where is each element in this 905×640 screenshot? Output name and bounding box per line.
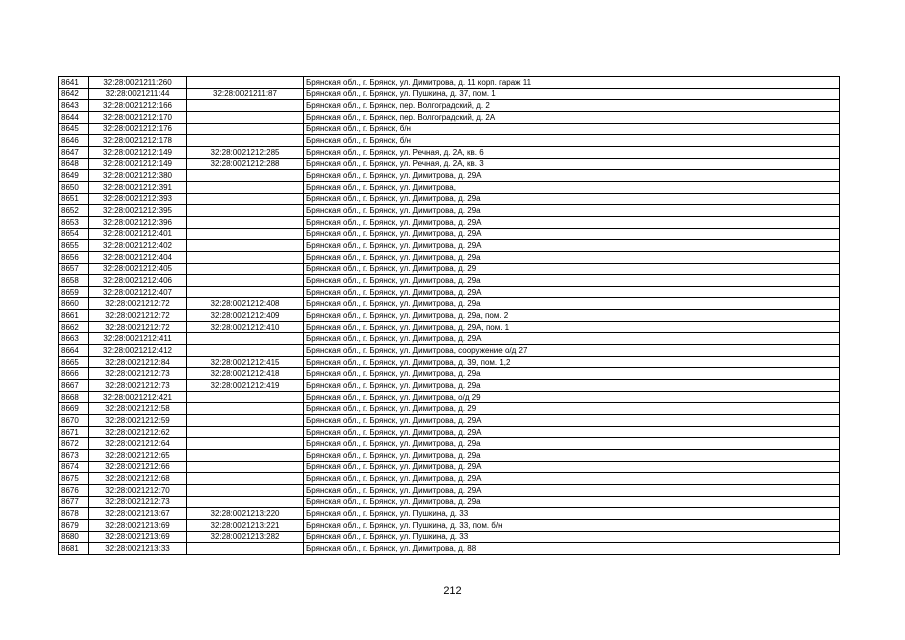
related-cadastral-number-cell: 32:28:0021213:282 bbox=[187, 531, 304, 543]
table-row bbox=[59, 228, 840, 240]
related-cadastral-number-cell bbox=[187, 123, 304, 135]
table-row bbox=[59, 356, 840, 368]
related-cadastral-number-cell bbox=[187, 438, 304, 450]
row-number-cell: 8679 bbox=[59, 519, 89, 531]
cadastral-number-cell: 32:28:0021212:73 bbox=[89, 496, 187, 508]
cadastral-number-cell: 32:28:0021212:72 bbox=[89, 321, 187, 333]
cadastral-number-cell: 32:28:0021212:393 bbox=[89, 193, 187, 205]
address-cell: Брянская обл., г. Брянск, пер. Волгоградский, д. 2 bbox=[304, 100, 840, 112]
address-cell: Брянская обл., г. Брянск, ул. Димитрова, д. 88 bbox=[304, 543, 840, 555]
cadastral-number-cell: 32:28:0021212:421 bbox=[89, 391, 187, 403]
row-number-cell: 8674 bbox=[59, 461, 89, 473]
related-cadastral-number-cell bbox=[187, 450, 304, 462]
row-number-cell: 8663 bbox=[59, 333, 89, 345]
cadastral-number-cell: 32:28:0021212:406 bbox=[89, 275, 187, 287]
address-cell: Брянская обл., г. Брянск, ул. Димитрова, д. 29А, пом. 1 bbox=[304, 321, 840, 333]
cadastral-number-cell: 32:28:0021212:64 bbox=[89, 438, 187, 450]
row-number-cell: 8677 bbox=[59, 496, 89, 508]
registry-table-body bbox=[59, 77, 840, 555]
table-row bbox=[59, 135, 840, 147]
row-number-cell: 8656 bbox=[59, 251, 89, 263]
table-row bbox=[59, 543, 840, 555]
registry-table bbox=[58, 76, 840, 555]
address-cell: Брянская обл., г. Брянск, ул. Димитрова, д. 29А bbox=[304, 473, 840, 485]
related-cadastral-number-cell bbox=[187, 496, 304, 508]
cadastral-number-cell: 32:28:0021212:65 bbox=[89, 450, 187, 462]
related-cadastral-number-cell bbox=[187, 100, 304, 112]
related-cadastral-number-cell bbox=[187, 111, 304, 123]
row-number-cell: 8666 bbox=[59, 368, 89, 380]
table-row bbox=[59, 484, 840, 496]
cadastral-number-cell: 32:28:0021212:149 bbox=[89, 158, 187, 170]
table-row bbox=[59, 158, 840, 170]
address-cell: Брянская обл., г. Брянск, ул. Димитрова, д. 29а, пом. 2 bbox=[304, 310, 840, 322]
row-number-cell: 8668 bbox=[59, 391, 89, 403]
address-cell: Брянская обл., г. Брянск, ул. Димитрова, д. 29А bbox=[304, 484, 840, 496]
table-row bbox=[59, 391, 840, 403]
cadastral-number-cell: 32:28:0021212:401 bbox=[89, 228, 187, 240]
address-cell: Брянская обл., г. Брянск, б/н bbox=[304, 135, 840, 147]
row-number-cell: 8672 bbox=[59, 438, 89, 450]
table-row bbox=[59, 193, 840, 205]
related-cadastral-number-cell bbox=[187, 240, 304, 252]
cadastral-number-cell: 32:28:0021212:59 bbox=[89, 415, 187, 427]
address-cell: Брянская обл., г. Брянск, ул. Димитрова, сооружение о/д 27 bbox=[304, 345, 840, 357]
address-cell: Брянская обл., г. Брянск, ул. Димитрова, д. 29а bbox=[304, 193, 840, 205]
cadastral-number-cell: 32:28:0021212:72 bbox=[89, 298, 187, 310]
row-number-cell: 8653 bbox=[59, 216, 89, 228]
cadastral-number-cell: 32:28:0021212:178 bbox=[89, 135, 187, 147]
related-cadastral-number-cell: 32:28:0021211:87 bbox=[187, 88, 304, 100]
cadastral-number-cell: 32:28:0021212:84 bbox=[89, 356, 187, 368]
row-number-cell: 8664 bbox=[59, 345, 89, 357]
table-row bbox=[59, 321, 840, 333]
table-row bbox=[59, 298, 840, 310]
table-row bbox=[59, 531, 840, 543]
related-cadastral-number-cell bbox=[187, 403, 304, 415]
related-cadastral-number-cell bbox=[187, 205, 304, 217]
cadastral-number-cell: 32:28:0021211:260 bbox=[89, 77, 187, 89]
table-row bbox=[59, 77, 840, 89]
table-row bbox=[59, 216, 840, 228]
related-cadastral-number-cell bbox=[187, 228, 304, 240]
related-cadastral-number-cell bbox=[187, 484, 304, 496]
cadastral-number-cell: 32:28:0021212:391 bbox=[89, 181, 187, 193]
table-row bbox=[59, 286, 840, 298]
related-cadastral-number-cell bbox=[187, 275, 304, 287]
address-cell: Брянская обл., г. Брянск, ул. Димитрова, д. 29А bbox=[304, 426, 840, 438]
row-number-cell: 8658 bbox=[59, 275, 89, 287]
row-number-cell: 8675 bbox=[59, 473, 89, 485]
row-number-cell: 8665 bbox=[59, 356, 89, 368]
address-cell: Брянская обл., г. Брянск, ул. Речная, д. 2А, кв. 3 bbox=[304, 158, 840, 170]
table-row bbox=[59, 450, 840, 462]
address-cell: Брянская обл., г. Брянск, ул. Димитрова, д. 29А bbox=[304, 240, 840, 252]
row-number-cell: 8680 bbox=[59, 531, 89, 543]
row-number-cell: 8659 bbox=[59, 286, 89, 298]
cadastral-number-cell: 32:28:0021212:407 bbox=[89, 286, 187, 298]
related-cadastral-number-cell bbox=[187, 263, 304, 275]
related-cadastral-number-cell: 32:28:0021212:285 bbox=[187, 146, 304, 158]
cadastral-number-cell: 32:28:0021212:395 bbox=[89, 205, 187, 217]
cadastral-number-cell: 32:28:0021212:405 bbox=[89, 263, 187, 275]
row-number-cell: 8644 bbox=[59, 111, 89, 123]
address-cell: Брянская обл., г. Брянск, ул. Димитрова, д. 29А bbox=[304, 228, 840, 240]
cadastral-number-cell: 32:28:0021211:44 bbox=[89, 88, 187, 100]
table-row bbox=[59, 426, 840, 438]
table-row bbox=[59, 345, 840, 357]
address-cell: Брянская обл., г. Брянск, ул. Димитрова, д. 29а bbox=[304, 275, 840, 287]
table-row bbox=[59, 508, 840, 520]
table-row bbox=[59, 275, 840, 287]
cadastral-number-cell: 32:28:0021212:380 bbox=[89, 170, 187, 182]
cadastral-number-cell: 32:28:0021213:67 bbox=[89, 508, 187, 520]
table-row bbox=[59, 310, 840, 322]
row-number-cell: 8641 bbox=[59, 77, 89, 89]
related-cadastral-number-cell: 32:28:0021212:415 bbox=[187, 356, 304, 368]
address-cell: Брянская обл., г. Брянск, ул. Димитрова, д. 29а bbox=[304, 450, 840, 462]
related-cadastral-number-cell: 32:28:0021212:288 bbox=[187, 158, 304, 170]
table-row bbox=[59, 146, 840, 158]
address-cell: Брянская обл., г. Брянск, ул. Димитрова, д. 29А bbox=[304, 286, 840, 298]
related-cadastral-number-cell: 32:28:0021212:410 bbox=[187, 321, 304, 333]
address-cell: Брянская обл., г. Брянск, ул. Димитрова, bbox=[304, 181, 840, 193]
related-cadastral-number-cell bbox=[187, 473, 304, 485]
cadastral-number-cell: 32:28:0021212:404 bbox=[89, 251, 187, 263]
related-cadastral-number-cell: 32:28:0021212:408 bbox=[187, 298, 304, 310]
row-number-cell: 8647 bbox=[59, 146, 89, 158]
table-row bbox=[59, 519, 840, 531]
related-cadastral-number-cell bbox=[187, 286, 304, 298]
cadastral-number-cell: 32:28:0021212:62 bbox=[89, 426, 187, 438]
address-cell: Брянская обл., г. Брянск, ул. Димитрова, д. 29А bbox=[304, 170, 840, 182]
related-cadastral-number-cell: 32:28:0021213:220 bbox=[187, 508, 304, 520]
address-cell: Брянская обл., г. Брянск, ул. Димитрова, о/д 29 bbox=[304, 391, 840, 403]
cadastral-number-cell: 32:28:0021212:58 bbox=[89, 403, 187, 415]
address-cell: Брянская обл., г. Брянск, б/н bbox=[304, 123, 840, 135]
table-row bbox=[59, 403, 840, 415]
row-number-cell: 8654 bbox=[59, 228, 89, 240]
address-cell: Брянская обл., г. Брянск, ул. Пушкина, д. 33 bbox=[304, 508, 840, 520]
cadastral-number-cell: 32:28:0021212:412 bbox=[89, 345, 187, 357]
row-number-cell: 8678 bbox=[59, 508, 89, 520]
address-cell: Брянская обл., г. Брянск, ул. Димитрова, д. 29а bbox=[304, 251, 840, 263]
related-cadastral-number-cell bbox=[187, 251, 304, 263]
related-cadastral-number-cell bbox=[187, 193, 304, 205]
address-cell: Брянская обл., г. Брянск, ул. Пушкина, д. 33 bbox=[304, 531, 840, 543]
related-cadastral-number-cell bbox=[187, 461, 304, 473]
address-cell: Брянская обл., г. Брянск, ул. Димитрова, д. 29а bbox=[304, 496, 840, 508]
row-number-cell: 8662 bbox=[59, 321, 89, 333]
cadastral-number-cell: 32:28:0021212:396 bbox=[89, 216, 187, 228]
address-cell: Брянская обл., г. Брянск, ул. Пушкина, д. 37, пом. 1 bbox=[304, 88, 840, 100]
table-row bbox=[59, 251, 840, 263]
cadastral-number-cell: 32:28:0021213:33 bbox=[89, 543, 187, 555]
address-cell: Брянская обл., г. Брянск, ул. Димитрова, д. 29 bbox=[304, 263, 840, 275]
address-cell: Брянская обл., г. Брянск, ул. Димитрова, д. 29а bbox=[304, 205, 840, 217]
related-cadastral-number-cell: 32:28:0021212:409 bbox=[187, 310, 304, 322]
row-number-cell: 8652 bbox=[59, 205, 89, 217]
cadastral-number-cell: 32:28:0021212:73 bbox=[89, 368, 187, 380]
address-cell: Брянская обл., г. Брянск, ул. Димитрова, д. 11 корп. гараж 11 bbox=[304, 77, 840, 89]
row-number-cell: 8667 bbox=[59, 380, 89, 392]
row-number-cell: 8651 bbox=[59, 193, 89, 205]
address-cell: Брянская обл., г. Брянск, ул. Димитрова, д. 39, пом. 1,2 bbox=[304, 356, 840, 368]
cadastral-number-cell: 32:28:0021213:69 bbox=[89, 531, 187, 543]
row-number-cell: 8673 bbox=[59, 450, 89, 462]
row-number-cell: 8645 bbox=[59, 123, 89, 135]
table-row bbox=[59, 205, 840, 217]
table-row bbox=[59, 240, 840, 252]
related-cadastral-number-cell: 32:28:0021212:418 bbox=[187, 368, 304, 380]
cadastral-number-cell: 32:28:0021212:70 bbox=[89, 484, 187, 496]
table-row bbox=[59, 100, 840, 112]
related-cadastral-number-cell bbox=[187, 181, 304, 193]
related-cadastral-number-cell bbox=[187, 170, 304, 182]
page-number: 212 bbox=[443, 585, 462, 597]
row-number-cell: 8657 bbox=[59, 263, 89, 275]
cadastral-number-cell: 32:28:0021212:411 bbox=[89, 333, 187, 345]
table-row bbox=[59, 461, 840, 473]
address-cell: Брянская обл., г. Брянск, ул. Димитрова, д. 29А bbox=[304, 461, 840, 473]
address-cell: Брянская обл., г. Брянск, пер. Волгоградский, д. 2А bbox=[304, 111, 840, 123]
table-row bbox=[59, 496, 840, 508]
address-cell: Брянская обл., г. Брянск, ул. Димитрова, д. 29а bbox=[304, 368, 840, 380]
table-row bbox=[59, 263, 840, 275]
table-row bbox=[59, 88, 840, 100]
table-row bbox=[59, 333, 840, 345]
row-number-cell: 8676 bbox=[59, 484, 89, 496]
table-row bbox=[59, 473, 840, 485]
cadastral-number-cell: 32:28:0021212:402 bbox=[89, 240, 187, 252]
table-row bbox=[59, 380, 840, 392]
row-number-cell: 8643 bbox=[59, 100, 89, 112]
related-cadastral-number-cell bbox=[187, 77, 304, 89]
row-number-cell: 8650 bbox=[59, 181, 89, 193]
related-cadastral-number-cell: 32:28:0021212:419 bbox=[187, 380, 304, 392]
address-cell: Брянская обл., г. Брянск, ул. Димитрова, д. 29А bbox=[304, 216, 840, 228]
row-number-cell: 8671 bbox=[59, 426, 89, 438]
cadastral-number-cell: 32:28:0021212:73 bbox=[89, 380, 187, 392]
cadastral-number-cell: 32:28:0021212:72 bbox=[89, 310, 187, 322]
table-row bbox=[59, 123, 840, 135]
cadastral-number-cell: 32:28:0021213:69 bbox=[89, 519, 187, 531]
related-cadastral-number-cell bbox=[187, 345, 304, 357]
cadastral-number-cell: 32:28:0021212:149 bbox=[89, 146, 187, 158]
table-row bbox=[59, 415, 840, 427]
cadastral-number-cell: 32:28:0021212:166 bbox=[89, 100, 187, 112]
address-cell: Брянская обл., г. Брянск, ул. Димитрова, д. 29а bbox=[304, 380, 840, 392]
related-cadastral-number-cell bbox=[187, 415, 304, 427]
cadastral-number-cell: 32:28:0021212:66 bbox=[89, 461, 187, 473]
cadastral-number-cell: 32:28:0021212:176 bbox=[89, 123, 187, 135]
related-cadastral-number-cell: 32:28:0021213:221 bbox=[187, 519, 304, 531]
related-cadastral-number-cell bbox=[187, 391, 304, 403]
row-number-cell: 8655 bbox=[59, 240, 89, 252]
row-number-cell: 8669 bbox=[59, 403, 89, 415]
table-row bbox=[59, 170, 840, 182]
row-number-cell: 8660 bbox=[59, 298, 89, 310]
row-number-cell: 8646 bbox=[59, 135, 89, 147]
address-cell: Брянская обл., г. Брянск, ул. Димитрова, д. 29 bbox=[304, 403, 840, 415]
table-row bbox=[59, 111, 840, 123]
cadastral-number-cell: 32:28:0021212:68 bbox=[89, 473, 187, 485]
table-row bbox=[59, 368, 840, 380]
row-number-cell: 8648 bbox=[59, 158, 89, 170]
address-cell: Брянская обл., г. Брянск, ул. Димитрова, д. 29А bbox=[304, 415, 840, 427]
row-number-cell: 8642 bbox=[59, 88, 89, 100]
related-cadastral-number-cell bbox=[187, 426, 304, 438]
row-number-cell: 8649 bbox=[59, 170, 89, 182]
related-cadastral-number-cell bbox=[187, 333, 304, 345]
related-cadastral-number-cell bbox=[187, 543, 304, 555]
address-cell: Брянская обл., г. Брянск, ул. Пушкина, д. 33, пом. б/н bbox=[304, 519, 840, 531]
row-number-cell: 8661 bbox=[59, 310, 89, 322]
address-cell: Брянская обл., г. Брянск, ул. Димитрова, д. 29а bbox=[304, 298, 840, 310]
row-number-cell: 8670 bbox=[59, 415, 89, 427]
table-row bbox=[59, 181, 840, 193]
related-cadastral-number-cell bbox=[187, 216, 304, 228]
address-cell: Брянская обл., г. Брянск, ул. Димитрова, д. 29а bbox=[304, 438, 840, 450]
address-cell: Брянская обл., г. Брянск, ул. Димитрова, д. 29А bbox=[304, 333, 840, 345]
address-cell: Брянская обл., г. Брянск, ул. Речная, д. 2А, кв. 6 bbox=[304, 146, 840, 158]
table-row bbox=[59, 438, 840, 450]
cadastral-number-cell: 32:28:0021212:170 bbox=[89, 111, 187, 123]
related-cadastral-number-cell bbox=[187, 135, 304, 147]
row-number-cell: 8681 bbox=[59, 543, 89, 555]
